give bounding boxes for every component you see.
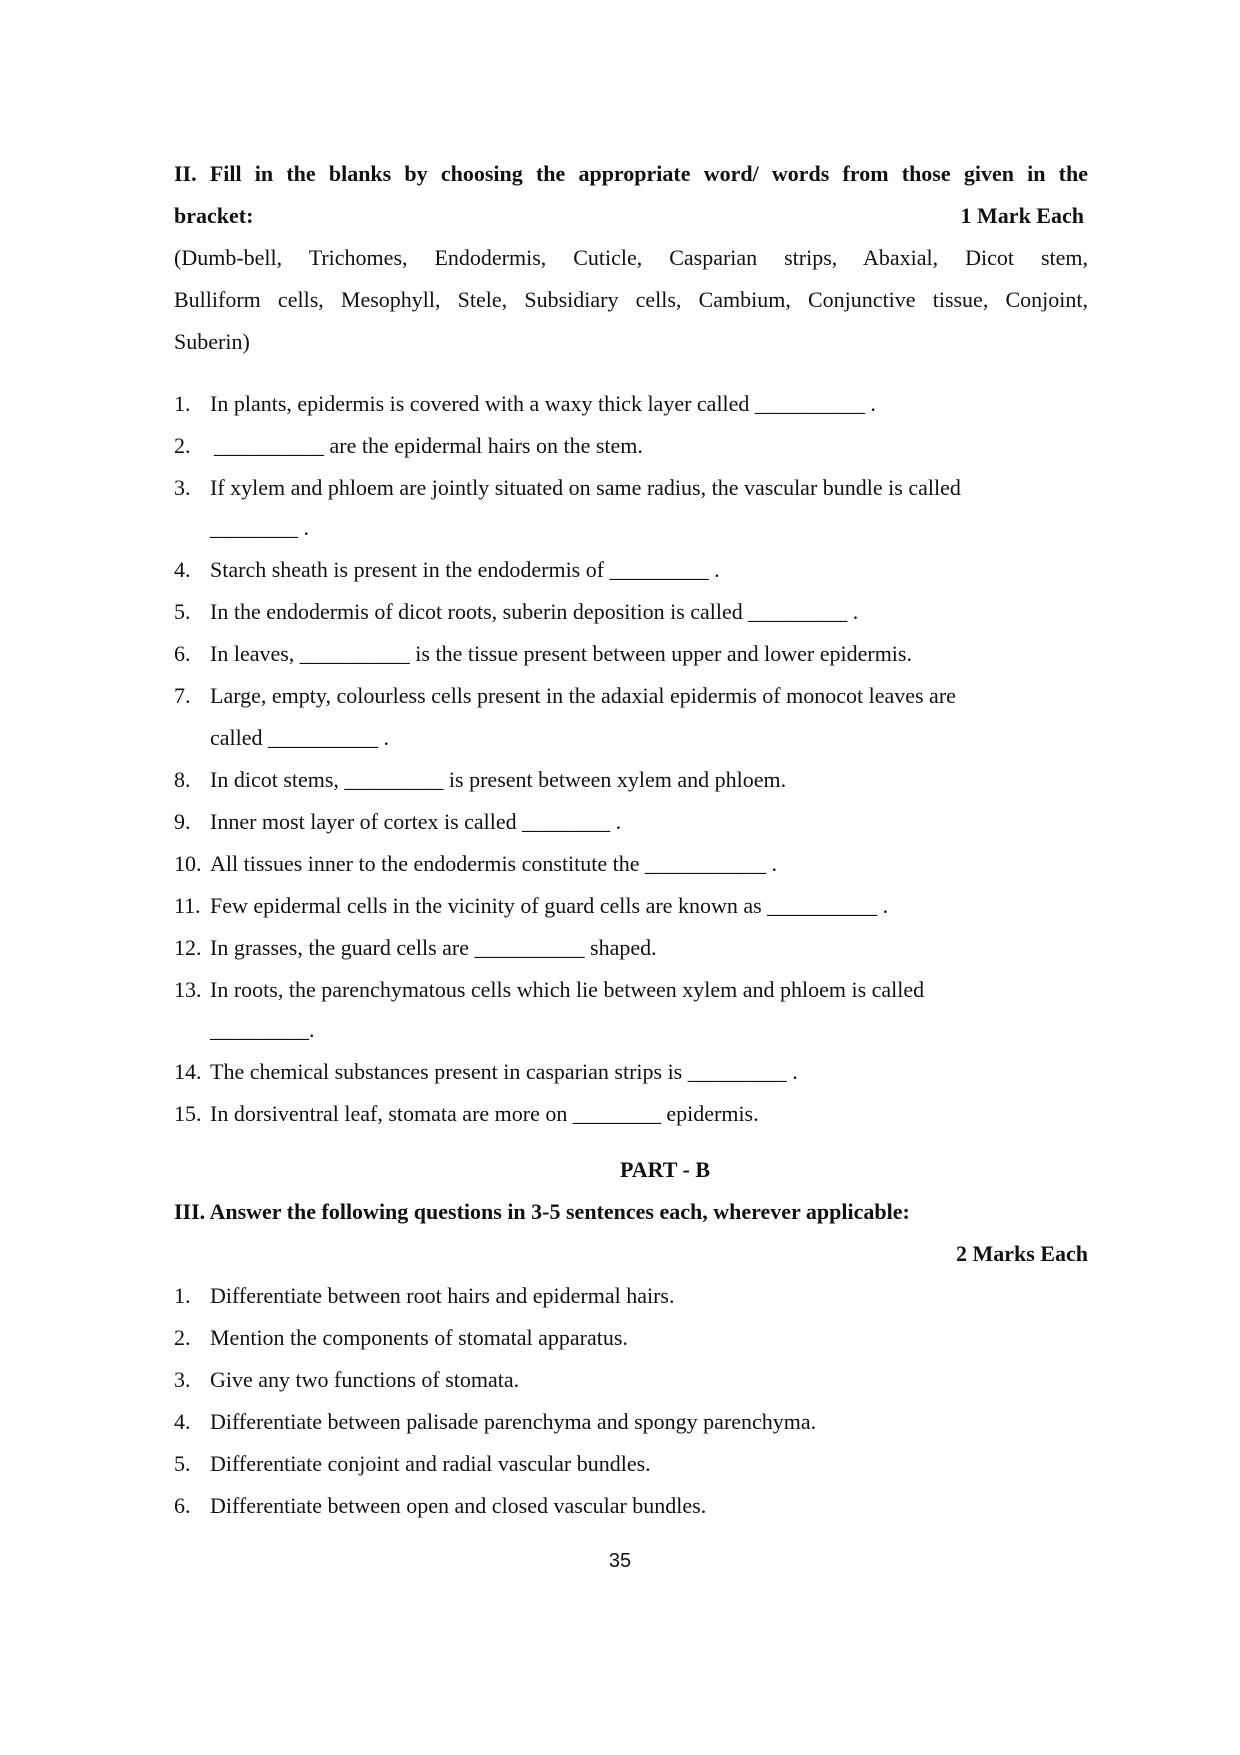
- question-number: 15.: [174, 1101, 202, 1126]
- question-number: 2.: [174, 1325, 191, 1350]
- question-number: 6.: [174, 1493, 191, 1518]
- question-text-continued: ________ .: [210, 515, 309, 540]
- question-number: 13.: [174, 977, 202, 1002]
- question-number: 4.: [174, 1409, 191, 1434]
- question-text: Mention the components of stomatal apparatus.: [210, 1325, 628, 1350]
- options-line: Suberin): [174, 329, 250, 354]
- question-text: __________ are the epidermal hairs on the stem.: [214, 433, 643, 458]
- section-heading: III. Answer the following questions in 3-5 sentences each, wherever applicable:: [174, 1199, 910, 1224]
- question-number: 5.: [174, 1451, 191, 1476]
- question-text: In leaves, __________ is the tissue present between upper and lower epidermis.: [210, 641, 912, 666]
- question-text-continued: _________.: [210, 1017, 315, 1042]
- question-text-continued: called __________ .: [210, 725, 390, 750]
- question-number: 1.: [174, 1283, 191, 1308]
- question-number: 4.: [174, 557, 191, 582]
- question-text: In plants, epidermis is covered with a waxy thick layer called __________ .: [210, 391, 876, 416]
- section-heading: II. Fill in the blanks by choosing the appropriate word/ words from those given in the: [174, 161, 1088, 186]
- question-text: In grasses, the guard cells are __________ shaped.: [210, 935, 657, 960]
- options-line: (Dumb-bell, Trichomes, Endodermis, Cuticle, Casparian strips, Abaxial, Dicot stem,: [174, 245, 1088, 270]
- question-number: 5.: [174, 599, 191, 624]
- question-text: In dorsiventral leaf, stomata are more on ________ epidermis.: [210, 1101, 759, 1126]
- question-text: Large, empty, colourless cells present in the adaxial epidermis of monocot leaves are: [210, 683, 956, 708]
- question-number: 12.: [174, 935, 202, 960]
- page-number: 35: [608, 1550, 632, 1572]
- marks-label: 2 Marks Each: [956, 1241, 1088, 1266]
- question-text: Differentiate between palisade parenchyma and spongy parenchyma.: [210, 1409, 817, 1434]
- question-text: All tissues inner to the endodermis constitute the ___________ .: [210, 851, 778, 876]
- question-text: Starch sheath is present in the endodermis of _________ .: [210, 557, 720, 582]
- question-number: 9.: [174, 809, 191, 834]
- question-text: Give any two functions of stomata.: [210, 1367, 520, 1392]
- question-number: 8.: [174, 767, 191, 792]
- question-number: 3.: [174, 475, 191, 500]
- question-text: Differentiate conjoint and radial vascular bundles.: [210, 1451, 651, 1476]
- question-number: 1.: [174, 391, 191, 416]
- question-number: 6.: [174, 641, 191, 666]
- question-text: In the endodermis of dicot roots, suberin deposition is called _________ .: [210, 599, 859, 624]
- section-heading-continued: bracket:: [174, 203, 254, 228]
- question-text: In roots, the parenchymatous cells which lie between xylem and phloem is called: [210, 977, 925, 1002]
- question-number: 2.: [174, 433, 191, 458]
- question-text: If xylem and phloem are jointly situated on same radius, the vascular bundle is called: [210, 475, 961, 500]
- question-number: 11.: [174, 893, 201, 918]
- marks-label: 1 Mark Each: [960, 203, 1084, 228]
- question-number: 14.: [174, 1059, 202, 1084]
- question-number: 10.: [174, 851, 202, 876]
- part-title: PART - B: [619, 1157, 711, 1182]
- question-number: 3.: [174, 1367, 191, 1392]
- question-text: Differentiate between open and closed vascular bundles.: [210, 1493, 707, 1518]
- question-number: 7.: [174, 683, 191, 708]
- question-text: The chemical substances present in casparian strips is _________ .: [210, 1059, 798, 1084]
- question-text: In dicot stems, _________ is present between xylem and phloem.: [210, 767, 787, 792]
- question-text: Differentiate between root hairs and epidermal hairs.: [210, 1283, 675, 1308]
- question-text: Inner most layer of cortex is called ________ .: [210, 809, 622, 834]
- question-text: Few epidermal cells in the vicinity of guard cells are known as __________ .: [210, 893, 889, 918]
- options-line: Bulliform cells, Mesophyll, Stele, Subsidiary cells, Cambium, Conjunctive tissue, Conjoint,: [174, 287, 1088, 312]
